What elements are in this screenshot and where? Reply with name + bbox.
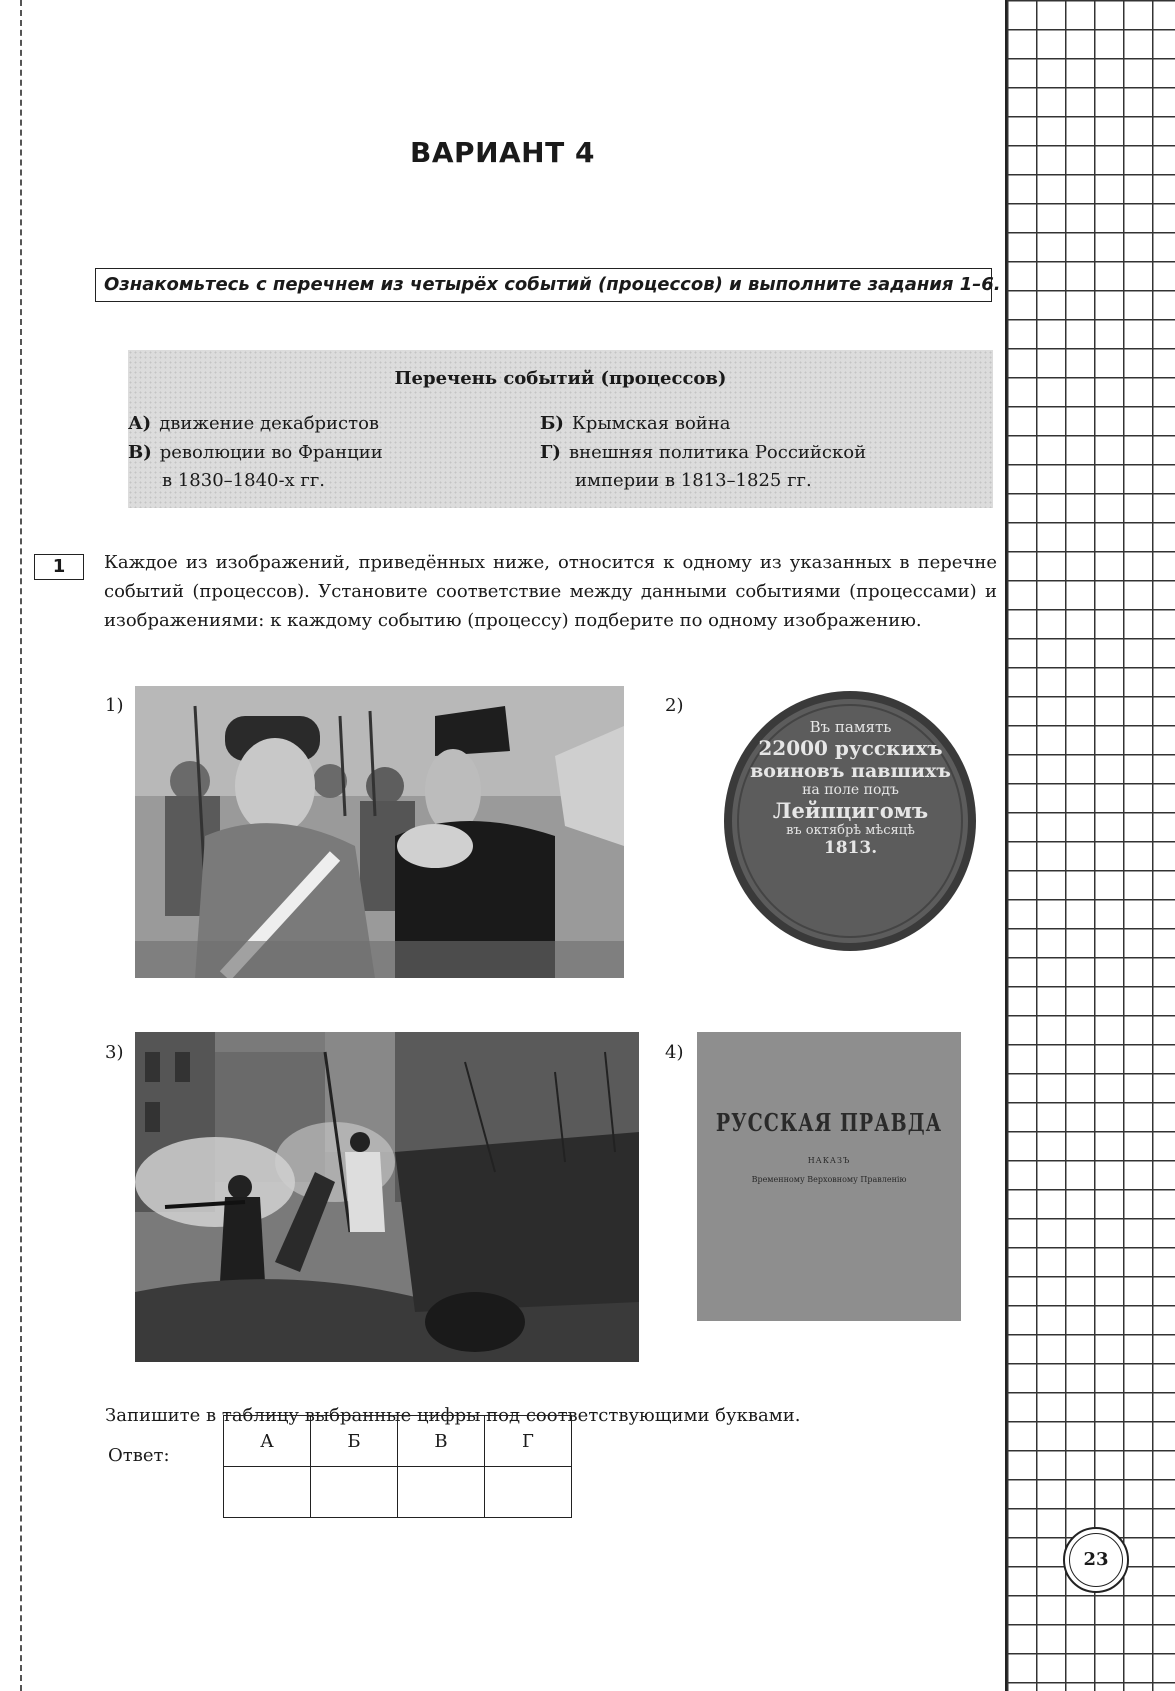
book-cover-image	[697, 1032, 961, 1321]
book-line: Временному Верховному Правленію	[751, 1175, 907, 1184]
event-text: революции во Франции	[159, 442, 383, 463]
event-d	[540, 439, 866, 495]
answer-header-g: Г	[485, 1416, 572, 1467]
event-text-cont: в 1830–1840-х гг.	[162, 470, 326, 491]
medal-line-5: Лейпцигомъ	[772, 798, 929, 823]
event-c	[128, 439, 383, 495]
answer-cell-v[interactable]	[398, 1467, 485, 1518]
book-title: РУССКАЯ ПРАВДА	[715, 1108, 943, 1138]
medal-line-2: 22000 русскихъ	[758, 736, 943, 760]
event-letter: А)	[128, 413, 152, 434]
medal-line-6: въ октябрѣ мѣсяцѣ	[786, 823, 915, 838]
page-title: ВАРИАНТ 4	[410, 136, 595, 169]
events-list-heading: Перечень событий (процессов)	[394, 368, 727, 389]
barricade-fight-engraving-image	[135, 1032, 639, 1362]
answer-input-row	[224, 1467, 572, 1518]
instruction-box: Ознакомьтесь с перечнем из четырёх событий (процессов) и выполните задания 1–6.	[95, 268, 992, 302]
table-instruction: Запишите в таблицу выбранные цифры под соответствующими буквами.	[105, 1405, 801, 1426]
medal-line-3: воиновъ павшихъ	[750, 760, 951, 782]
task-number: 1	[34, 554, 84, 580]
image-2-label: 2)	[665, 695, 684, 716]
medal-image	[722, 690, 979, 953]
answer-table	[223, 1415, 572, 1518]
answer-cell-b[interactable]	[311, 1467, 398, 1518]
answer-cell-a[interactable]	[224, 1467, 311, 1518]
answer-header-a: А	[224, 1416, 311, 1467]
answer-header-row	[224, 1416, 572, 1467]
page-number-badge	[1063, 1527, 1129, 1593]
task-text: Каждое из изображений, приведённых ниже, относится к одному из указанных в перечне событий (процессов). Установите соответствие между данными событиями (процессами) и изображениями: к каждому событию (процессу) подберите по одному изображению.	[104, 552, 997, 631]
event-b	[540, 410, 731, 438]
medal-line-1: Въ память	[809, 718, 892, 736]
answer-grid-margin	[1005, 0, 1175, 1691]
cut-line	[20, 0, 22, 1691]
medal-line-7: 1813.	[823, 838, 878, 858]
event-letter: Г)	[540, 442, 561, 463]
event-text: движение декабристов	[159, 413, 380, 434]
event-a	[128, 410, 379, 438]
page-number: 23	[1069, 1533, 1123, 1587]
event-text: внешняя политика Российской	[568, 442, 867, 463]
answer-header-b: Б	[311, 1416, 398, 1467]
answer-cell-g[interactable]	[485, 1467, 572, 1518]
event-text-cont: империи в 1813–1825 гг.	[575, 470, 812, 491]
answer-header-v: В	[398, 1416, 485, 1467]
book-subtitle: НАКАЗЪ	[807, 1156, 851, 1165]
soldiers-engraving-image	[135, 686, 624, 978]
event-text: Крымская война	[571, 413, 731, 434]
image-1-label: 1)	[105, 695, 124, 716]
answer-label: Ответ:	[108, 1445, 170, 1466]
event-letter: В)	[128, 442, 152, 463]
image-4-label: 4)	[665, 1042, 684, 1063]
medal-line-4: на поле подъ	[802, 782, 899, 798]
image-3-label: 3)	[105, 1042, 124, 1063]
events-list-box	[128, 350, 993, 508]
event-letter: Б)	[540, 413, 564, 434]
